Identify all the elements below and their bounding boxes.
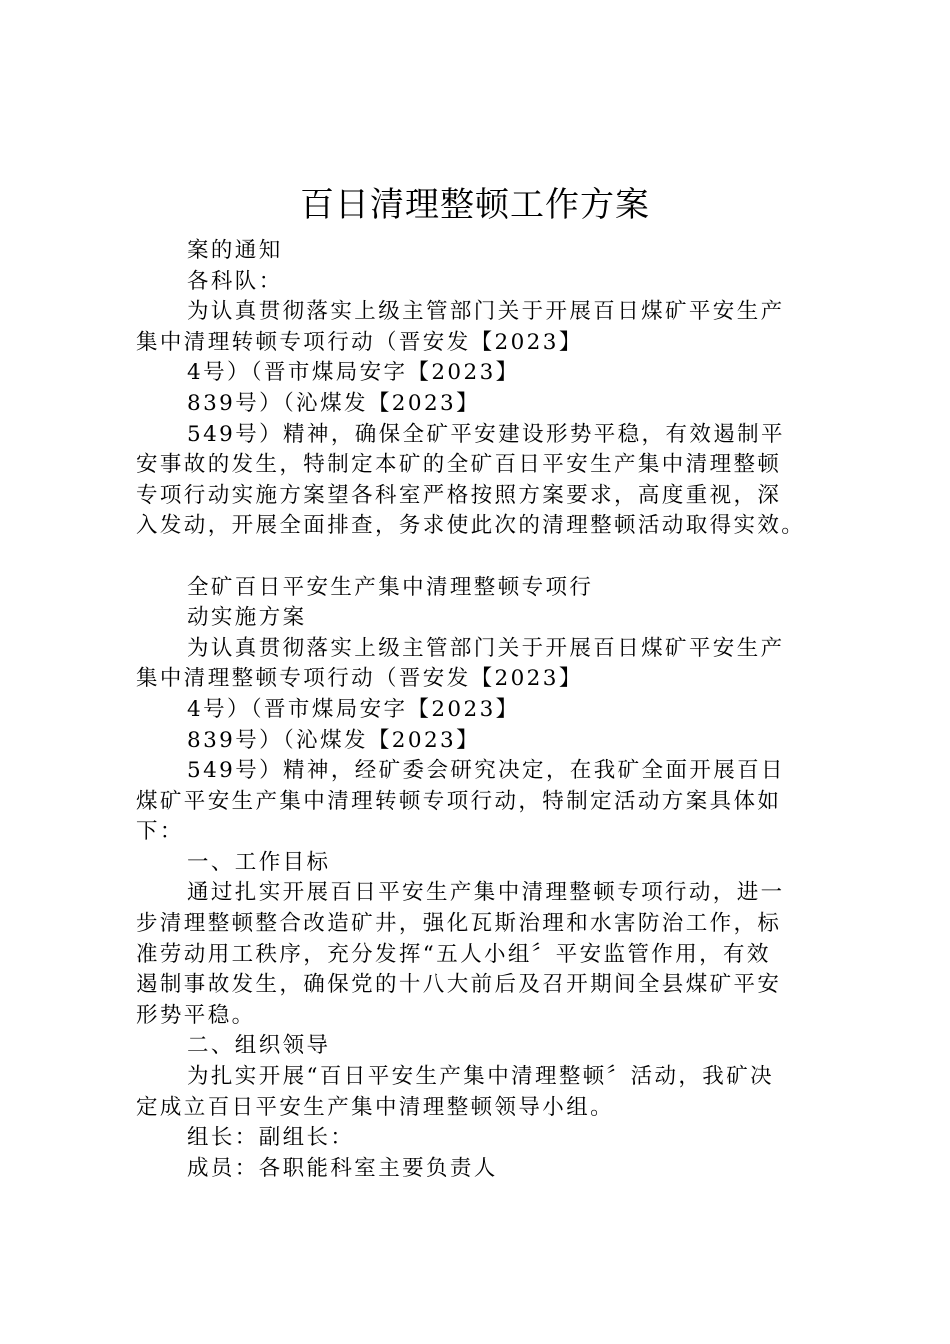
text-line: 下： bbox=[136, 819, 184, 845]
section-heading: 一、工作目标 bbox=[187, 849, 331, 875]
document-title: 百日清理整顿工作方案 bbox=[300, 185, 650, 225]
text-line: 839号）（沁煤发【2023】 bbox=[187, 390, 481, 416]
text-line: 定成立百日平安生产集中清理整顿领导小组。 bbox=[136, 1094, 615, 1120]
section-heading: 二、组织领导 bbox=[187, 1033, 331, 1059]
text-line: 4号）（晋市煤局安字【2023】 bbox=[187, 696, 520, 722]
text-line: 动实施方案 bbox=[187, 605, 307, 631]
text-line: 集中清理整顿专项行动（晋安发【2023】 bbox=[136, 666, 583, 692]
text-line: 形势平稳。 bbox=[136, 1002, 256, 1028]
text-line: 入发动，开展全面排查，务求使此次的清理整顿活动取得实效。 bbox=[136, 513, 806, 539]
text-line: 案的通知 bbox=[187, 238, 283, 263]
text-line: 各科队： bbox=[187, 268, 283, 294]
paragraph-gap bbox=[136, 542, 836, 573]
text-line: 为认真贯彻落实上级主管部门关于开展百日煤矿平安生产 bbox=[187, 635, 785, 661]
text-line: 遏制事故发生，确保党的十八大前后及召开期间全县煤矿平安 bbox=[136, 972, 782, 998]
text-line: 549号）精神，确保全矿平安建设形势平稳，有效遏制平 bbox=[187, 421, 785, 447]
text-line: 成员：各职能科室主要负责人 bbox=[187, 1155, 498, 1181]
text-line: 为扎实开展“百日平安生产集中清理整顿〞活动，我矿决 bbox=[187, 1064, 774, 1090]
text-line: 集中清理转顿专项行动（晋安发【2023】 bbox=[136, 329, 583, 355]
text-line: 549号）精神，经矿委会研究决定，在我矿全面开展百日 bbox=[187, 758, 785, 784]
text-line: 通过扎实开展百日平安生产集中清理整顿专项行动，进一 bbox=[187, 880, 785, 906]
text-line: 专项行动实施方案望各科室严格按照方案要求，高度重视，深 bbox=[136, 482, 782, 508]
text-line: 全矿百日平安生产集中清理整顿专项行 bbox=[187, 574, 594, 600]
text-line: 步清理整顿整合改造矿井，强化瓦斯治理和水害防治工作，标 bbox=[136, 911, 782, 937]
text-line: 安事故的发生，特制定本矿的全矿百日平安生产集中清理整顿 bbox=[136, 452, 782, 478]
text-line: 4号）（晋市煤局安字【2023】 bbox=[187, 360, 520, 386]
document-body bbox=[136, 236, 836, 1184]
text-line: 为认真贯彻落实上级主管部门关于开展百日煤矿平安生产 bbox=[187, 299, 785, 325]
text-line: 组长：副组长： bbox=[187, 1125, 355, 1151]
text-line: 839号）（沁煤发【2023】 bbox=[187, 727, 481, 753]
text-line: 准劳动用工秩序，充分发挥“五人小组〞平安监管作用，有效 bbox=[136, 941, 771, 967]
text-line: 煤矿平安生产集中清理转顿专项行动，特制定活动方案具体如 bbox=[136, 788, 782, 814]
